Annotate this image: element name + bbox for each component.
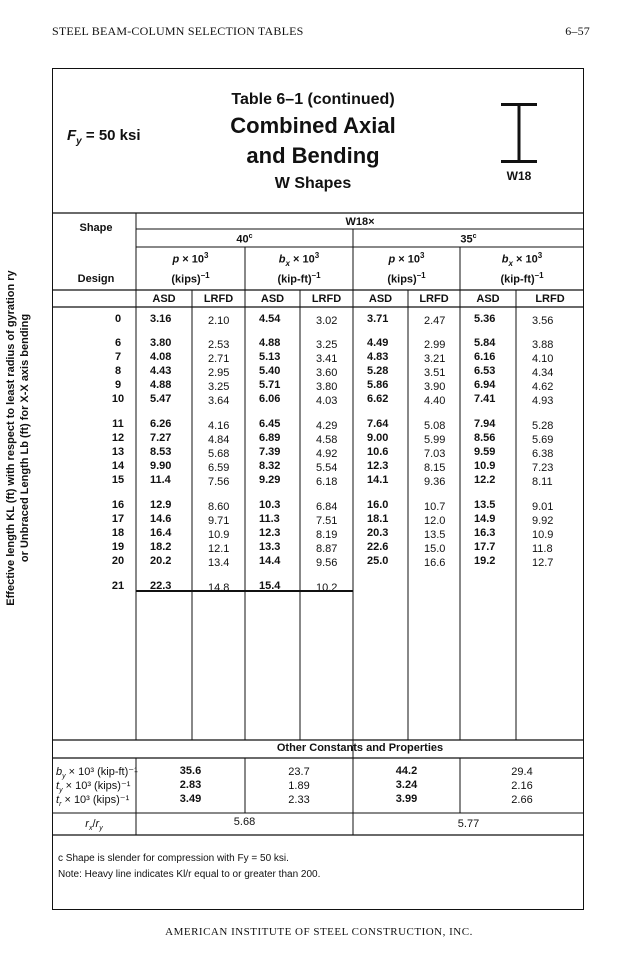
- data-cell: 10.7: [424, 501, 446, 513]
- data-cell: 9.36: [424, 476, 446, 488]
- data-cell: 10.6: [367, 446, 389, 458]
- data-cell: 5.71: [259, 379, 281, 391]
- ratio-value: 5.77: [457, 818, 480, 830]
- data-cell: 15.4: [259, 580, 281, 592]
- ratio-label: $r_x/r_y$: [85, 818, 103, 833]
- data-cell: 8.56: [474, 432, 496, 444]
- data-cell: 4.58: [316, 434, 338, 446]
- constant-label: $t_r \times 10^3$ (kips)⁻¹: [56, 794, 130, 809]
- data-cell: 9.90: [150, 460, 172, 472]
- shape-badge: W18: [506, 169, 532, 183]
- column-unit: (kips)$^{-1}$: [171, 271, 210, 286]
- data-cell: 4.92: [316, 448, 338, 460]
- data-cell: 4.03: [316, 395, 338, 407]
- row-length: 14: [111, 460, 125, 472]
- data-cell: 3.51: [424, 367, 446, 379]
- data-cell: 5.28: [367, 365, 389, 377]
- data-cell: 4.10: [532, 353, 554, 365]
- sub-header-lrfd: LRFD: [311, 293, 342, 305]
- column-header: $b_x \times 10^3$: [278, 251, 320, 268]
- sub-header-asd: ASD: [476, 293, 500, 305]
- sub-header-lrfd: LRFD: [419, 293, 449, 305]
- table-title-line-1: Combined Axial: [230, 113, 396, 138]
- data-cell: 6.06: [259, 393, 281, 405]
- row-length: 8: [114, 365, 122, 377]
- data-cell: 4.40: [424, 395, 446, 407]
- data-cell: 12.7: [532, 557, 554, 569]
- data-cell: 4.88: [259, 337, 281, 349]
- data-cell: 7.51: [316, 515, 338, 527]
- data-cell: 4.54: [259, 313, 281, 325]
- constant-value: 2.66: [511, 794, 533, 806]
- sub-header-asd: ASD: [368, 293, 393, 305]
- data-cell: 8.60: [208, 501, 230, 513]
- data-cell: 20.3: [367, 527, 389, 539]
- data-cell: 11.8: [532, 543, 553, 555]
- constant-label: $b_y \times 10^3$ (kip-ft)⁻¹: [56, 766, 138, 781]
- sub-header-lrfd: LRFD: [203, 293, 234, 305]
- data-cell: 19.2: [474, 555, 496, 567]
- row-length: 9: [114, 379, 122, 391]
- data-cell: 2.95: [208, 367, 230, 379]
- data-cell: 5.28: [532, 420, 554, 432]
- data-cell: 4.29: [316, 420, 338, 432]
- data-cell: 7.27: [150, 432, 172, 444]
- data-cell: 4.62: [532, 381, 554, 393]
- data-cell: 9.71: [208, 515, 230, 527]
- side-axis-label: Effective length KL (ft) with respect to least radius of gyration ry or Unbraced Length Lb (ft) for X-X axis bending: [5, 270, 31, 606]
- data-cell: 13.3: [259, 541, 281, 553]
- data-cell: 8.87: [316, 543, 338, 555]
- running-header-left: STEEL BEAM-COLUMN SELECTION TABLES: [52, 24, 304, 38]
- yield-strength-label: $F_y = 50$ ksi: [67, 127, 141, 147]
- data-cell: 9.01: [532, 501, 554, 513]
- data-cell: 9.29: [259, 474, 281, 486]
- constant-value: 35.6: [179, 765, 202, 777]
- row-length: 21: [111, 580, 125, 592]
- table-subtitle: W Shapes: [274, 175, 352, 192]
- data-cell: 14.1: [367, 474, 389, 486]
- row-length: 16: [111, 499, 125, 511]
- data-cell: 9.56: [316, 557, 338, 569]
- data-cell: 20.2: [150, 555, 172, 567]
- row-length: 11: [112, 418, 124, 430]
- constant-value: 44.2: [395, 765, 418, 777]
- data-cell: 4.16: [208, 420, 230, 432]
- data-cell: 2.99: [424, 339, 446, 351]
- data-cell: 10.9: [474, 460, 496, 472]
- data-cell: 4.84: [208, 434, 230, 446]
- group-header-35: 35$^c$: [460, 233, 477, 246]
- constant-value: 3.99: [395, 793, 418, 805]
- data-cell: 2.47: [424, 315, 446, 327]
- row-length: 13: [111, 446, 125, 458]
- constant-value: 2.33: [288, 794, 310, 806]
- data-cell: 8.15: [424, 462, 446, 474]
- data-cell: 2.10: [208, 315, 230, 327]
- data-cell: 7.03: [424, 448, 446, 460]
- data-cell: 3.56: [532, 315, 554, 327]
- data-cell: 14.8: [208, 582, 230, 594]
- data-cell: 3.90: [424, 381, 446, 393]
- data-cell: 5.54: [316, 462, 338, 474]
- data-cell: 5.84: [474, 337, 496, 349]
- data-cell: 11.4: [150, 474, 171, 486]
- data-cell: 6.53: [474, 365, 496, 377]
- data-cell: 16.0: [367, 499, 389, 511]
- data-cell: 6.59: [208, 462, 230, 474]
- row-length: 19: [111, 541, 125, 553]
- data-cell: 12.1: [208, 543, 230, 555]
- note-slender: c Shape is slender for compression with Fy = 50 ksi.: [58, 853, 289, 864]
- data-cell: 4.08: [150, 351, 172, 363]
- data-cell: 2.71: [208, 353, 230, 365]
- data-cell: 12.0: [424, 515, 446, 527]
- data-cell: 4.83: [367, 351, 389, 363]
- constant-value: 1.89: [288, 780, 310, 792]
- data-cell: 5.68: [208, 448, 230, 460]
- constant-value: 3.24: [395, 779, 418, 791]
- constant-label: $t_y \times 10^3$ (kips)⁻¹: [56, 780, 131, 795]
- data-cell: 13.4: [208, 557, 230, 569]
- data-cell: 3.80: [316, 381, 338, 393]
- row-length: 7: [114, 351, 122, 363]
- data-cell: 4.34: [532, 367, 554, 379]
- data-cell: 14.6: [150, 513, 172, 525]
- data-cell: 4.43: [150, 365, 172, 377]
- group-header-40: 40$^c$: [236, 233, 253, 246]
- data-cell: 16.6: [424, 557, 446, 569]
- data-cell: 7.23: [532, 462, 554, 474]
- data-cell: 15.0: [424, 543, 446, 555]
- data-cell: 5.99: [424, 434, 446, 446]
- data-cell: 7.41: [474, 393, 496, 405]
- constant-value: 23.7: [288, 766, 310, 778]
- data-cell: 7.64: [367, 418, 389, 430]
- data-cell: 6.62: [367, 393, 389, 405]
- data-cell: 13.5: [424, 529, 446, 541]
- data-cell: 12.2: [474, 474, 496, 486]
- data-cell: 3.71: [367, 313, 389, 325]
- data-cell: 3.02: [316, 315, 338, 327]
- data-cell: 9.92: [532, 515, 554, 527]
- data-cell: 16.4: [150, 527, 172, 539]
- data-cell: 7.56: [208, 476, 230, 488]
- sub-header-lrfd: LRFD: [535, 293, 565, 305]
- data-cell: 14.9: [474, 513, 496, 525]
- data-cell: 17.7: [474, 541, 496, 553]
- data-cell: 2.53: [208, 339, 230, 351]
- constant-value: 2.83: [179, 779, 202, 791]
- data-cell: 5.08: [424, 420, 446, 432]
- table-title-line-2: and Bending: [246, 143, 380, 168]
- data-cell: 8.32: [259, 460, 281, 472]
- data-cell: 22.3: [150, 580, 172, 592]
- data-cell: 3.60: [316, 367, 338, 379]
- data-cell: 10.2: [316, 582, 338, 594]
- page-footer: AMERICAN INSTITUTE OF STEEL CONSTRUCTION, INC.: [165, 926, 473, 938]
- data-cell: 4.93: [532, 395, 554, 407]
- data-cell: 9.59: [474, 446, 496, 458]
- data-cell: 8.19: [316, 529, 338, 541]
- column-header: $p \times 10^3$: [172, 251, 209, 266]
- data-cell: 14.4: [259, 555, 281, 567]
- column-unit: (kips)$^{-1}$: [387, 271, 426, 286]
- data-cell: 6.26: [150, 418, 172, 430]
- column-header: $p \times 10^3$: [388, 251, 425, 266]
- data-cell: 5.47: [150, 393, 172, 405]
- data-cell: 8.53: [150, 446, 172, 458]
- data-cell: 6.89: [259, 432, 281, 444]
- row-length: 15: [111, 474, 125, 486]
- data-cell: 8.11: [532, 476, 553, 488]
- data-cell: 10.3: [259, 499, 281, 511]
- data-cell: 6.18: [316, 476, 338, 488]
- data-cell: 5.69: [532, 434, 554, 446]
- data-cell: 3.88: [532, 339, 554, 351]
- sub-header-asd: ASD: [152, 293, 176, 305]
- constant-value: 2.16: [511, 780, 533, 792]
- data-cell: 3.64: [208, 395, 230, 407]
- data-cell: 3.21: [424, 353, 446, 365]
- row-length: 6: [114, 337, 122, 349]
- data-cell: 3.80: [150, 337, 172, 349]
- data-cell: 3.25: [316, 339, 338, 351]
- data-cell: 5.40: [259, 365, 281, 377]
- data-cell: 4.88: [150, 379, 172, 391]
- page-number: 6–57: [565, 24, 590, 38]
- data-cell: 5.86: [367, 379, 389, 391]
- data-cell: 10.9: [208, 529, 230, 541]
- data-cell: 3.25: [208, 381, 230, 393]
- data-cell: 12.3: [259, 527, 281, 539]
- column-header: $b_x \times 10^3$: [501, 251, 543, 268]
- data-cell: 3.16: [150, 313, 172, 325]
- data-cell: 16.3: [474, 527, 496, 539]
- row-length: 20: [111, 555, 125, 567]
- section-header: W18×: [345, 216, 375, 228]
- data-cell: 18.2: [150, 541, 172, 553]
- data-cell: 6.38: [532, 448, 554, 460]
- data-cell: 5.13: [259, 351, 281, 363]
- data-cell: 7.94: [474, 418, 496, 430]
- data-cell: 22.6: [367, 541, 389, 553]
- row-length: 17: [111, 513, 125, 525]
- column-unit: $(kip-ft)^{-1}$: [500, 271, 544, 286]
- data-cell: 7.39: [259, 446, 281, 458]
- row-length: 18: [111, 527, 125, 539]
- data-cell: 13.5: [474, 499, 496, 511]
- row-length: 10: [111, 393, 125, 405]
- note-heavy-line: Note: Heavy line indicates Kl/r equal to or greater than 200.: [58, 869, 321, 880]
- ratio-value: 5.68: [233, 816, 256, 828]
- data-cell: 10.9: [532, 529, 554, 541]
- constant-value: 3.49: [179, 793, 202, 805]
- data-cell: 6.94: [474, 379, 496, 391]
- data-cell: 11.3: [259, 513, 280, 525]
- column-unit: $(kip-ft)^{-1}$: [277, 271, 321, 286]
- data-cell: 6.84: [316, 501, 338, 513]
- data-cell: 12.9: [150, 499, 172, 511]
- data-cell: 5.36: [474, 313, 496, 325]
- table-number: Table 6–1 (continued): [231, 91, 395, 108]
- constant-value: 29.4: [511, 766, 533, 778]
- shape-header: Shape: [79, 222, 113, 234]
- data-cell: 4.49: [367, 337, 389, 349]
- data-cell: 9.00: [367, 432, 389, 444]
- other-constants-title: Other Constants and Properties: [276, 742, 444, 754]
- row-length: 12: [111, 432, 125, 444]
- row-length: 0: [114, 313, 122, 325]
- sub-header-asd: ASD: [260, 293, 285, 305]
- data-cell: 6.16: [474, 351, 496, 363]
- data-cell: 6.45: [259, 418, 281, 430]
- data-cell: 25.0: [367, 555, 389, 567]
- data-cell: 12.3: [367, 460, 389, 472]
- data-cell: 3.41: [316, 353, 338, 365]
- data-cell: 18.1: [367, 513, 389, 525]
- design-header: Design: [77, 273, 115, 285]
